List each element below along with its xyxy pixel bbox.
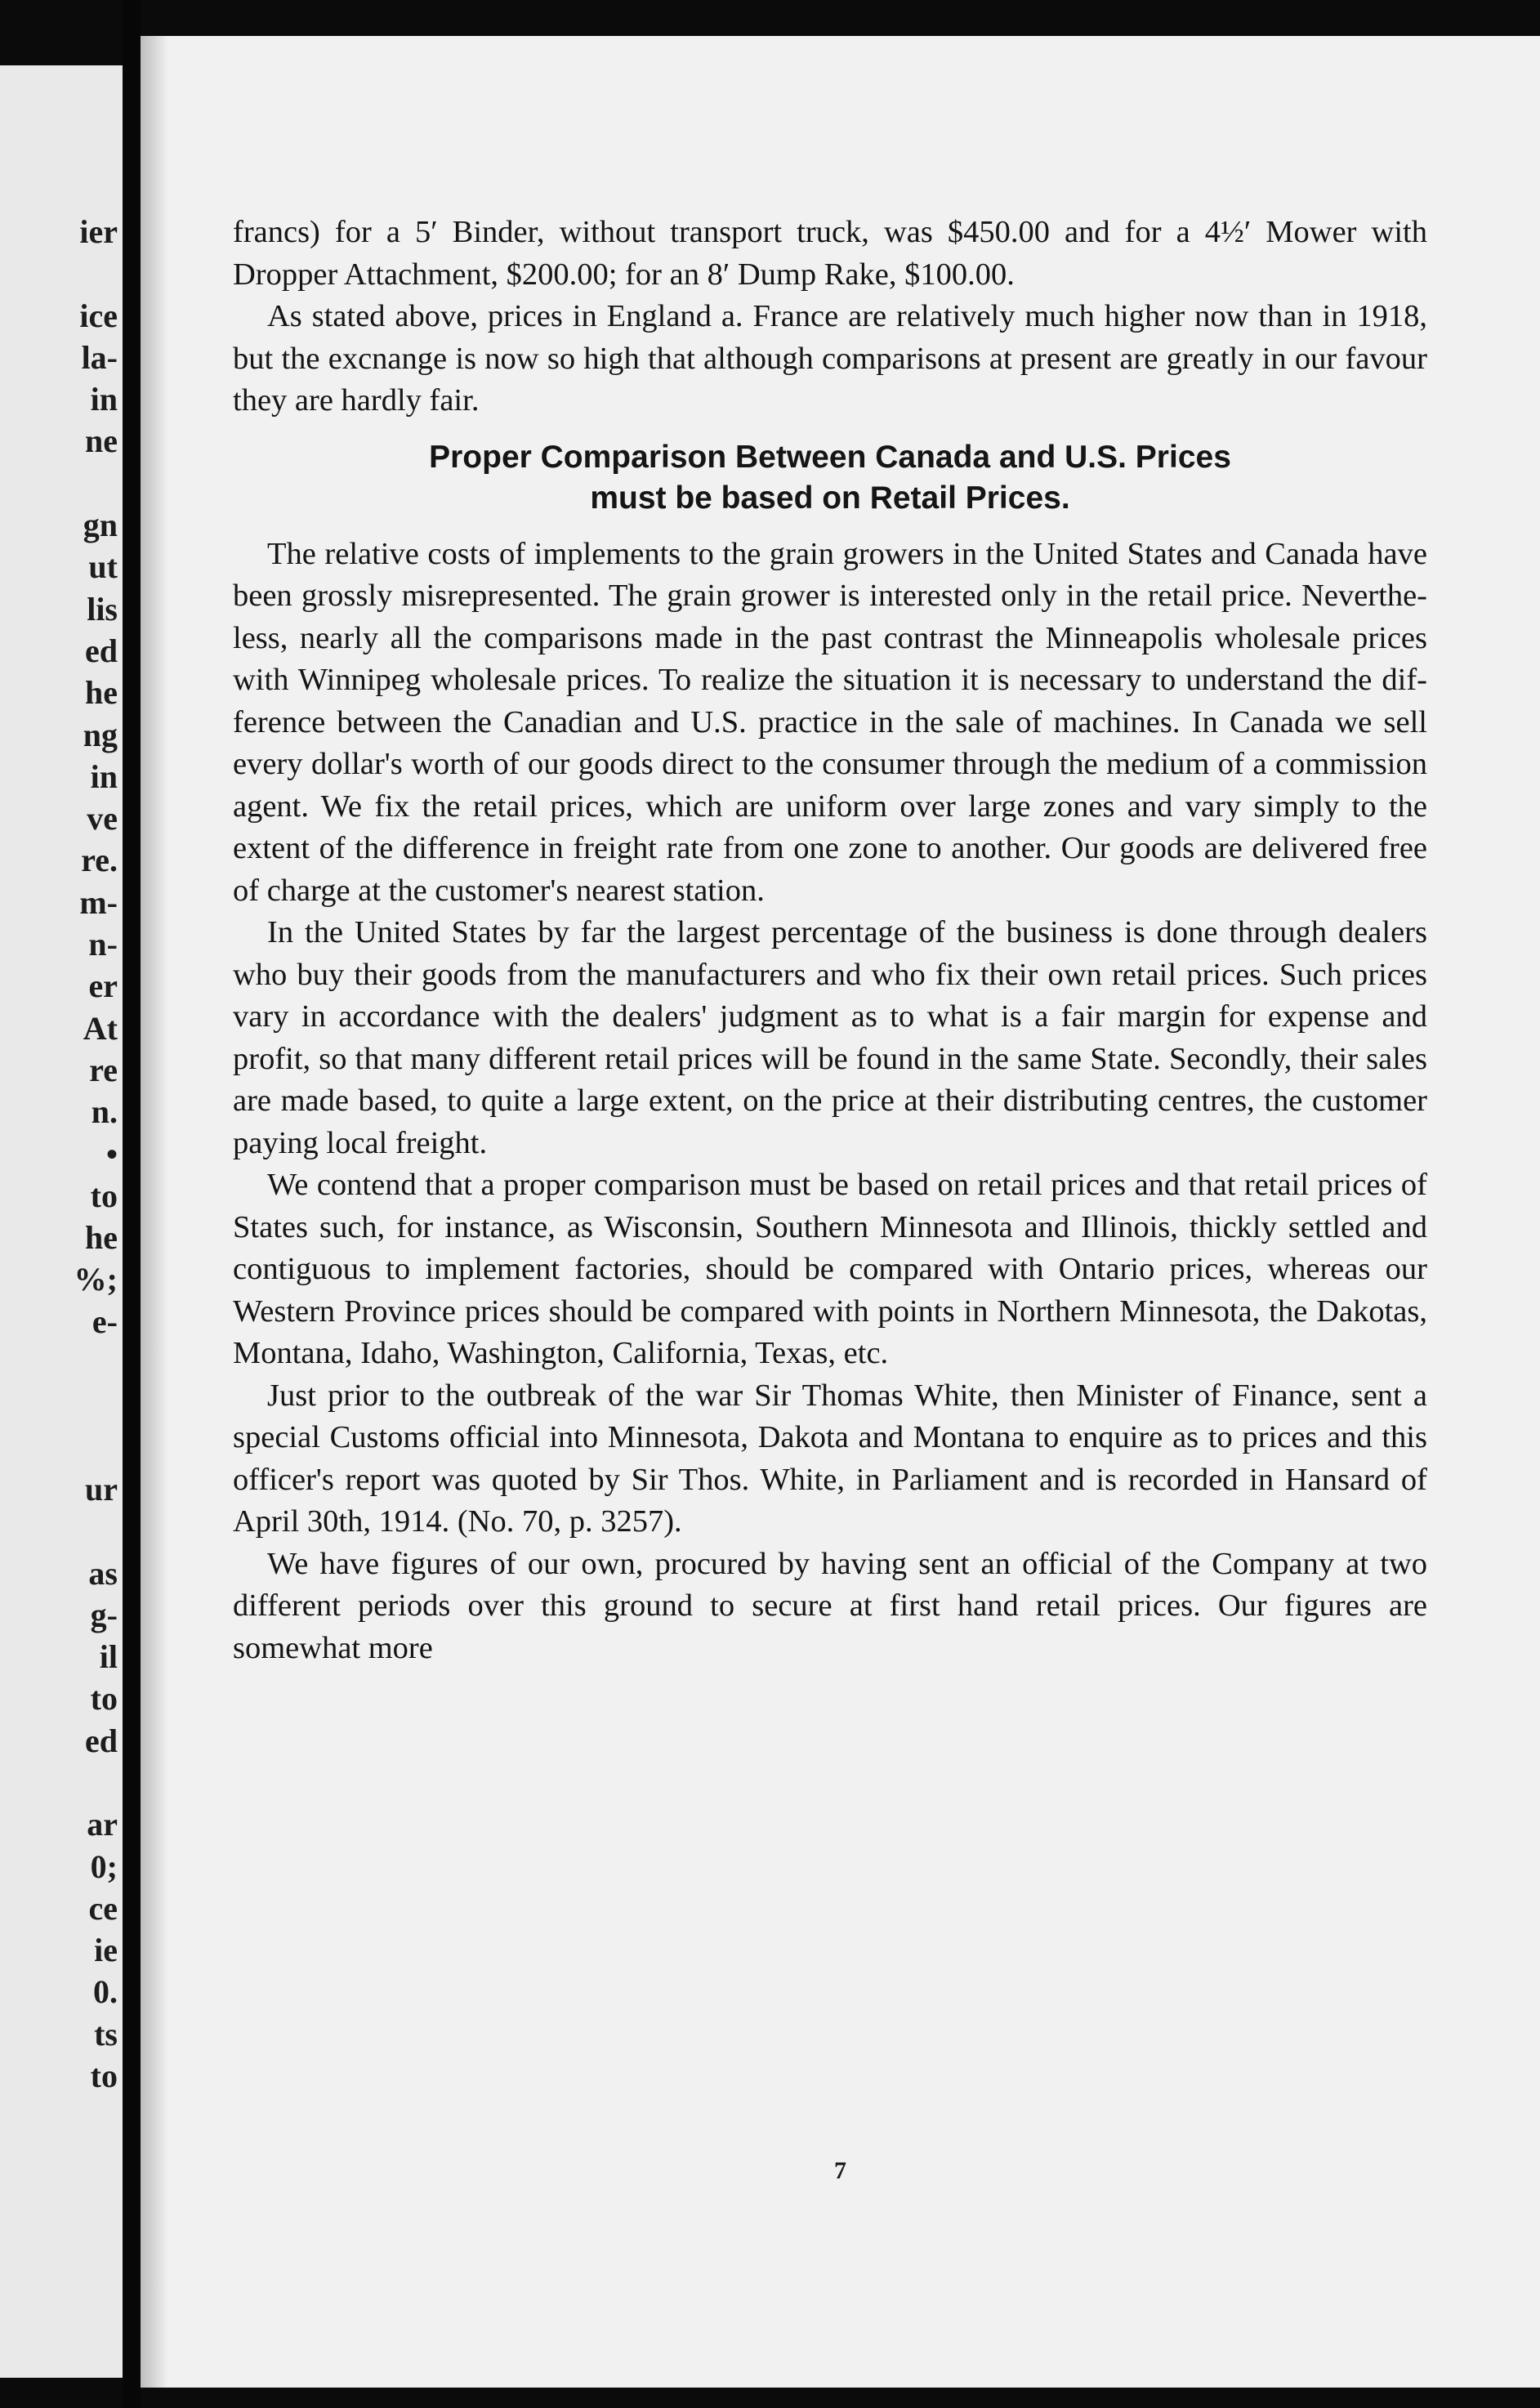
previous-page-fragment: to: [90, 1177, 118, 1214]
paragraph-relative-costs: The relative costs of implements to the grain growers in the United States and Canada have been grossly misrepresented. The grain grower is interested only in the retail price. Nevertheless, nearly all the comparisons made in the past contrast the Minneapolis wholesale prices with Winnipeg wholesale prices. To realize the situation it is necessary to understand the difference between the Canadian and U.S. practice in the sale of machines. In Canada we sell every dollar's worth of our goods direct to the consumer through the medium of a commission agent. We fix the retail prices, which are uniform over large zones and vary simply to the extent of the difference in freight rate from one zone to another. Our goods are delivered free of charge at the customer's nearest station.: [233, 536, 1427, 908]
paragraph-proper-comparison: We contend that a proper comparison must be based on retail prices and that retail prices of States such, for instance, as Wisconsin, Southern Minnesota and Illinois, thickly settled and contiguous to implement factories, should be compared with Ontario prices, whereas our Western Province prices should be compared with points in Northern Minnesota, the Dakotas, Montana, Idaho, Washington, California, Texas, etc.: [233, 1168, 1427, 1370]
paragraph-binder-prices: francs) for a 5′ Binder, without transport truck, was $450.00 and for a 4½′ Mower with Dropper Attachment, $200.00; for an 8′ Dump Rake, $100.00.: [233, 215, 1427, 292]
previous-page-fragment: in: [90, 381, 118, 418]
previous-page-fragment: il: [99, 1638, 118, 1676]
previous-page-fragment: ut: [88, 548, 118, 586]
previous-page-fragment: gn: [83, 507, 118, 544]
previous-page-fragment: ier: [79, 213, 118, 250]
previous-page-fragment: %;: [74, 1261, 118, 1298]
previous-page-fragment: e-: [92, 1302, 118, 1340]
previous-page-fragment: ice: [79, 297, 118, 334]
paragraph-england-france: As stated above, prices in England a. France are relatively much higher now than in 1918, but the excnange is now so high that although comparisons at present are greatly in our favour they are hardly fair.: [233, 299, 1427, 418]
previous-page-fragment: m-: [79, 883, 118, 921]
page-fold-shadow: [141, 36, 168, 2388]
previous-page-fragment: ed: [85, 632, 118, 669]
paragraph-company-figures: We have figures of our own, procured by having sent an official of the Company at two different periods over this ground to secure at first hand retail prices. Our figures are somewhat more: [233, 1546, 1427, 1665]
book-gutter: [123, 0, 141, 2408]
page-text-block: [233, 212, 1427, 1669]
paragraph-united-states-dealers: In the United States by far the largest percentage of the business is done through dealers who buy their goods from the manufacturers and who fix their own retail prices. Such prices vary in accordance with the dealers' judgment as to what is a fair margin for expense and profit, so that many different retail prices will be found in the same State. Secondly, their sales are made based, to quite a large extent, on the price at their distributing centres, the customer paying local freight.: [233, 915, 1427, 1160]
previous-page-fragment: he: [85, 1219, 118, 1257]
previous-page-fragment: At: [83, 1009, 118, 1047]
previous-page-fragment: ce: [88, 1889, 118, 1927]
previous-page-fragment: ts: [94, 2015, 118, 2053]
previous-page-fragment: [3, 1384, 118, 1426]
previous-page-fragment: ne: [85, 422, 118, 460]
section-heading-line2: must be based on Retail Prices.: [590, 480, 1070, 516]
previous-page-fragment: [3, 1427, 118, 1468]
previous-page-fragment: he: [85, 674, 118, 712]
previous-page-fragment: la-: [81, 338, 118, 376]
previous-page-fragment: ng: [83, 716, 118, 753]
paragraph-thomas-white: Just prior to the outbreak of the war Sir Thomas White, then Minister of Finance, sent a special Customs official into Minnesota, Dakota and Montana to enquire as to prices and this officer's report was quoted by Sir Thos. White, in Parliament and is recorded in Hansard of April 30th, 1914. (No. 70, p. 3257).: [233, 1378, 1427, 1539]
previous-page-fragment: lis: [87, 590, 118, 628]
previous-page-fragment: ur: [85, 1470, 118, 1508]
previous-page-edge: [0, 65, 123, 2378]
previous-page-fragment: er: [88, 967, 118, 1005]
previous-page-fragment: [3, 252, 118, 294]
previous-page-fragment: [3, 1762, 118, 1803]
previous-page-fragment: •: [105, 1135, 118, 1173]
previous-page-fragment: 0.: [93, 1973, 118, 2011]
previous-page-fragment: in: [90, 757, 118, 795]
previous-page-fragment: [3, 462, 118, 504]
section-heading-line1: Proper Comparison Between Canada and U.S. Prices: [429, 439, 1231, 475]
previous-page-fragment: n.: [91, 1093, 118, 1131]
previous-page-fragment: to: [90, 1680, 118, 1718]
previous-page-text-fragments: [3, 211, 118, 2097]
previous-page-fragment: 0;: [90, 1847, 118, 1885]
previous-page-fragment: n-: [88, 926, 118, 963]
previous-page-fragment: ve: [87, 800, 118, 838]
previous-page-fragment: ed: [85, 1722, 118, 1759]
previous-page-fragment: ie: [94, 1932, 118, 1969]
section-heading: [233, 437, 1427, 519]
page-number: 7: [834, 2157, 846, 2184]
previous-page-fragment: re: [89, 1051, 118, 1088]
document-page: [141, 36, 1540, 2388]
previous-page-fragment: g-: [90, 1596, 118, 1633]
previous-page-fragment: [3, 1510, 118, 1552]
previous-page-fragment: as: [88, 1554, 118, 1592]
previous-page-fragment: ar: [87, 1806, 118, 1843]
previous-page-fragment: re.: [81, 842, 118, 879]
previous-page-fragment: [3, 1342, 118, 1384]
previous-page-fragment: to: [90, 2057, 118, 2095]
